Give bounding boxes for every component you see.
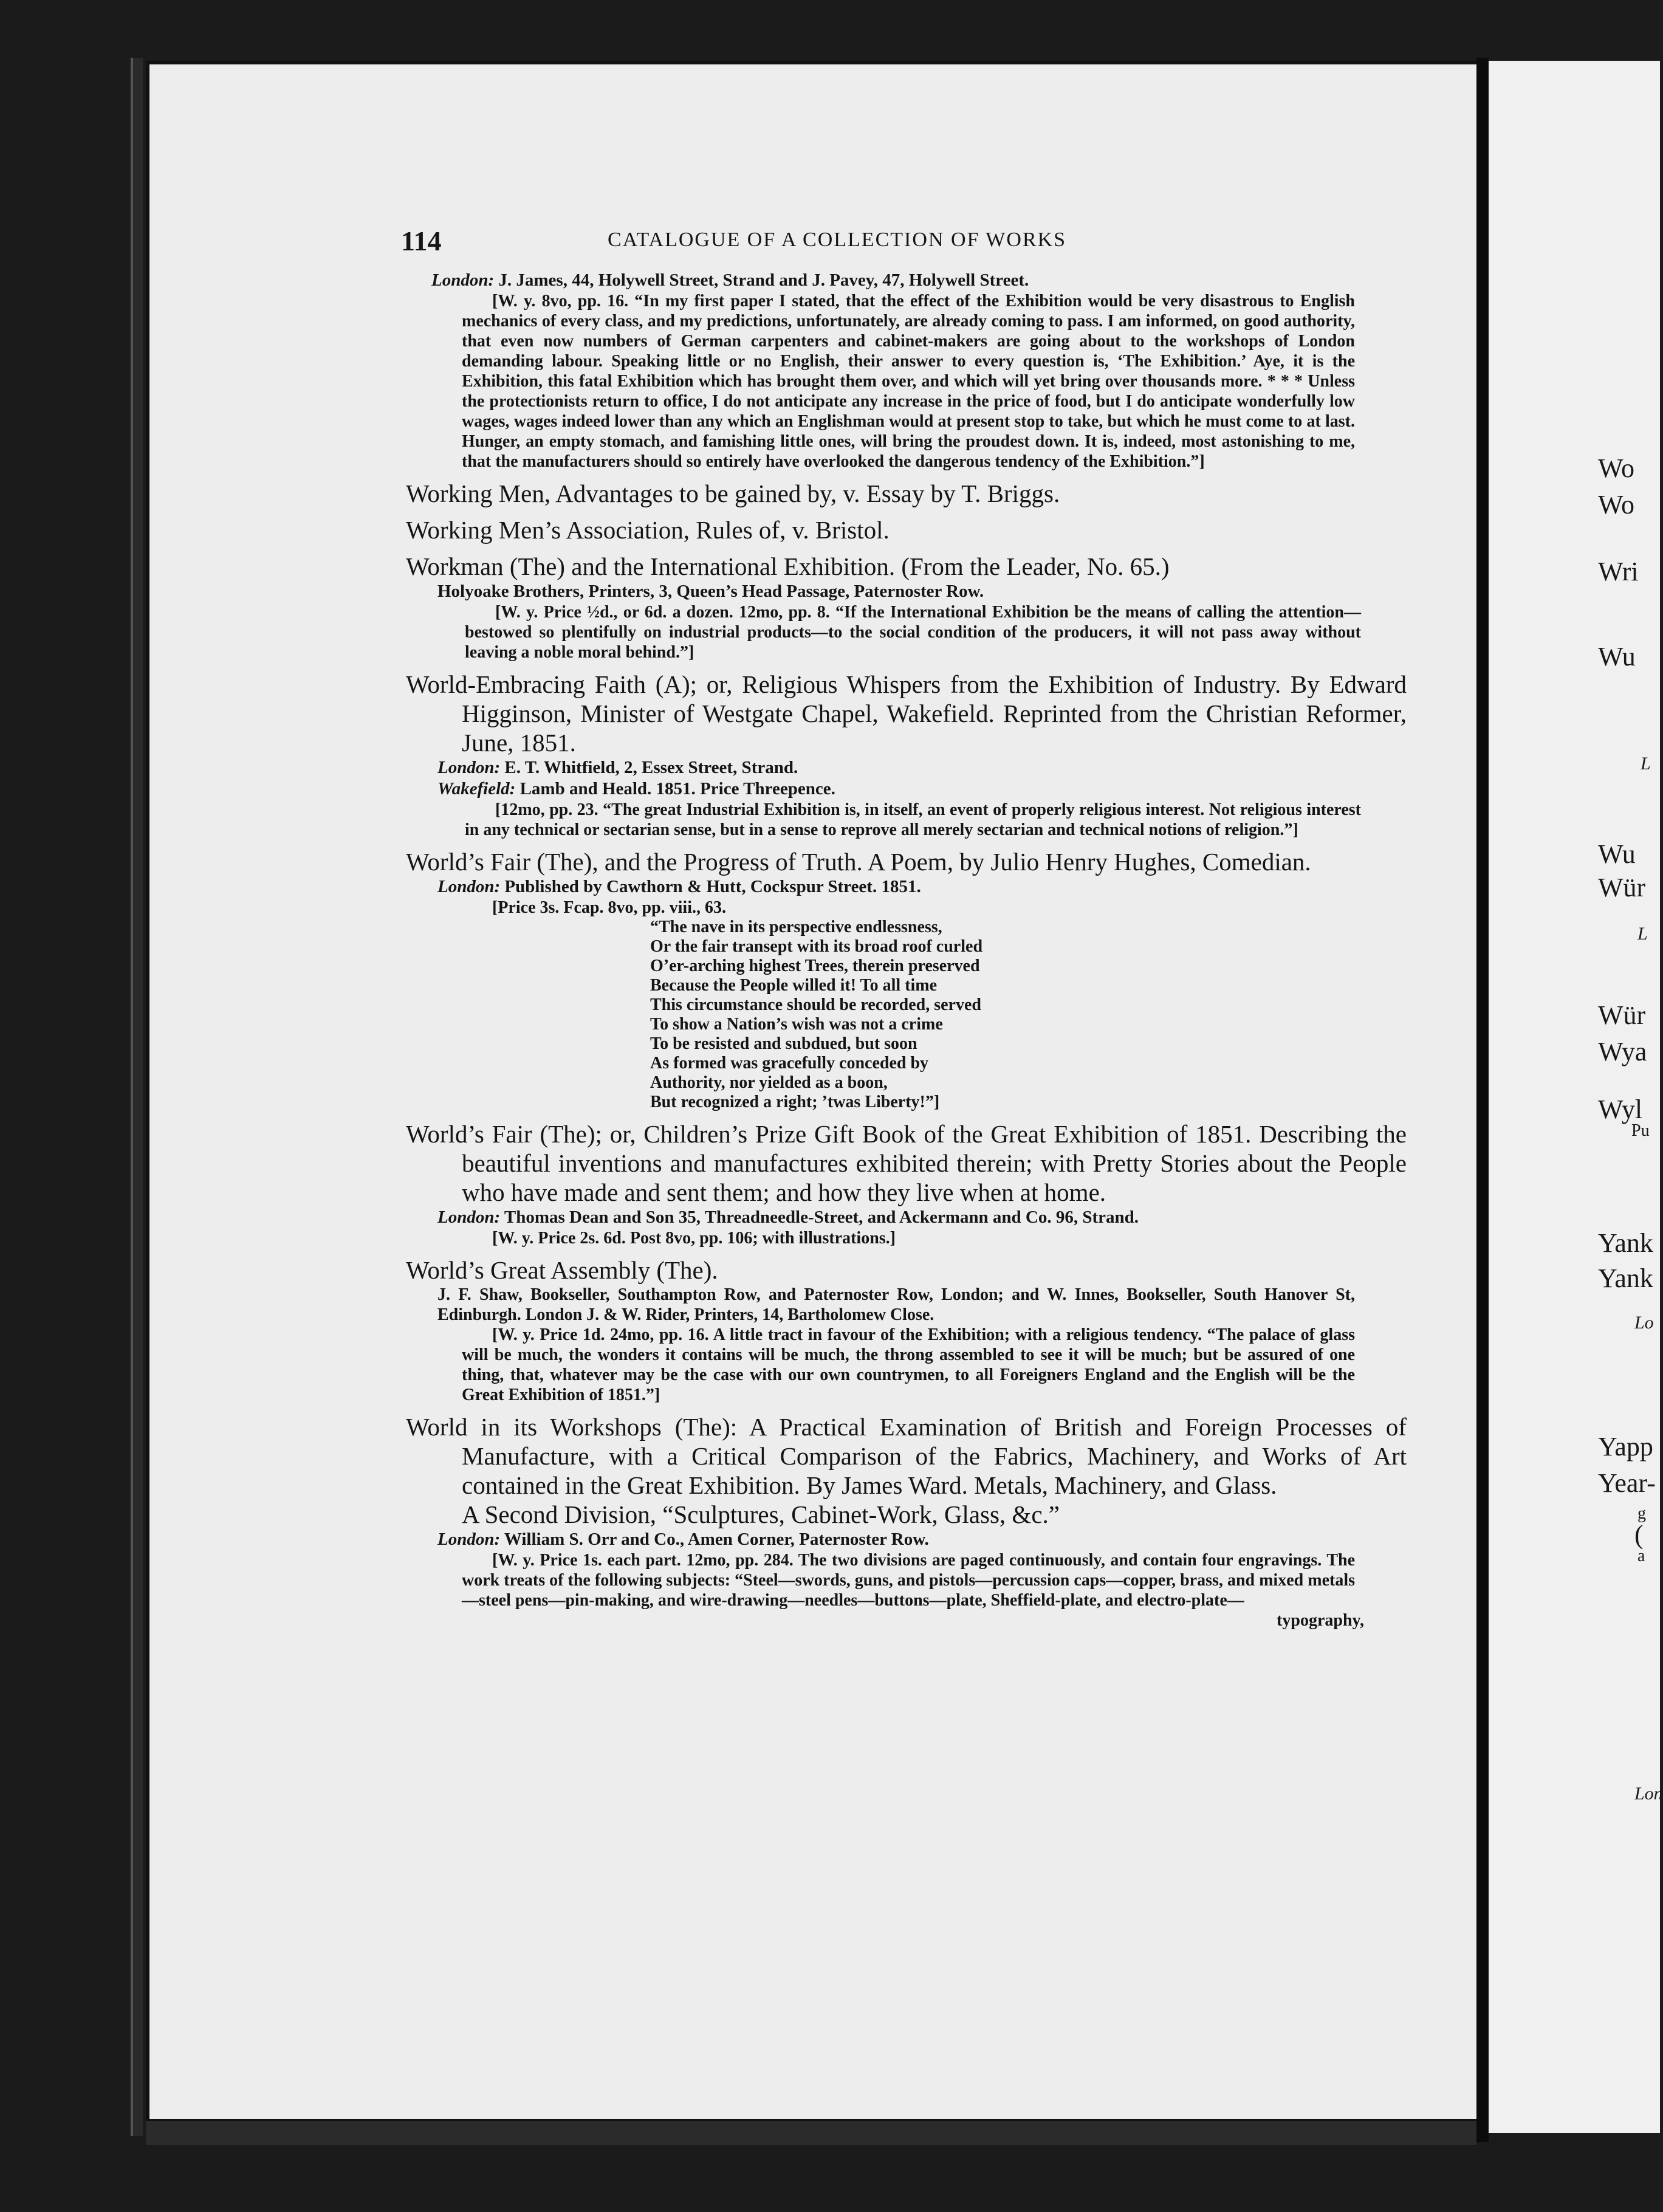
- facing-page-fragment: Yank: [1598, 1228, 1653, 1258]
- facing-page-fragment: Yank: [1598, 1263, 1653, 1293]
- entry-note: [W. y. Price 1s. each part. 12mo, pp. 284. The two divisions are paged continuously, and contain four engravings. The work treats of the following subjects: “Steel—swords, guns, and pistols—percussion caps—copper, brass, and mixed metals—steel pens—pin-making, and wire-drawing—needles—buttons—plate, Sheffield-plate, and electro-plate—: [462, 1551, 1355, 1610]
- publisher-line: Holyoake Brothers, Printers, 3, Queen’s Head Passage, Paternoster Row.: [437, 582, 984, 601]
- entry-note: [Price 3s. Fcap. 8vo, pp. viii., 63.: [492, 898, 726, 917]
- catalogue-entry: Working Men’s Association, Rules of, v. Bristol.: [406, 516, 890, 544]
- facing-page-fragment: Lon: [1634, 1784, 1663, 1804]
- page-shadow: [146, 2121, 1476, 2145]
- facing-page-fragment: Lo: [1634, 1313, 1654, 1333]
- facing-page: [1489, 61, 1663, 2133]
- catalogue-entry: World’s Great Assembly (The).: [406, 1256, 718, 1284]
- book-gutter: [1476, 58, 1489, 2142]
- facing-page-fragment: Pu: [1631, 1121, 1650, 1140]
- entry-note: [W. y. 8vo, pp. 16. “In my first paper I stated, that the effect of the Exhibition would be very disastrous to English mechanics of every class, and my predictions, unfortunately, are already coming to pass. I am informed, on good authority, that even now numbers of German carpenters and cabinet-makers are going about to the workshops of London demanding labour. Speaking little or no English, their answer to every question is, ‘The Exhibition.’ Aye, it is the Exhibition, this fatal Exhibition which has brought them over, and which will yet bring over thousands more. * * * Unless the protectionists return to office, I do not anticipate any increase in the price of food, but I do anticipate wonderfully low wages, wages indeed lower than any which an Englishman would at present stop to take, but which he must come to at last. Hunger, an empty stomach, and famishing little ones, will bring the proudest down. It is, indeed, most astonishing to me, that the manufacturers should so entirely have overlooked the dangerous tendency of the Exhibition.”]: [462, 292, 1355, 471]
- facing-page-fragment: Yapp: [1598, 1432, 1653, 1461]
- book-binding-edge: [131, 58, 143, 2136]
- facing-page-fragment: (: [1634, 1520, 1644, 1550]
- publisher-line: London: Published by Cawthorn & Hutt, Cockspur Street. 1851.: [437, 877, 921, 896]
- catchword: typography,: [1277, 1611, 1364, 1630]
- catalogue-entry: World’s Fair (The); or, Children’s Prize Gift Book of the Great Exhibition of 1851. Describing the beautiful inventions and manufactures exhibited therein; with Pretty Stories about the People who have made and sent them; and how they live when at home.: [406, 1120, 1407, 1206]
- facing-page-fragment: Wu: [1598, 642, 1636, 672]
- entry-note: [W. y. Price 1d. 24mo, pp. 16. A little tract in favour of the Exhibition; with a religious tendency. “The palace of glass will be much, the wonders it contains will be much, the throng assembled to see it will be much; but be assured of one thing, that, whatever may be the case with our own countrymen, to all Foreigners England and the English will be the Great Exhibition of 1851.”]: [462, 1325, 1355, 1404]
- facing-page-fragment: L: [1637, 924, 1648, 944]
- publisher-line: London: J. James, 44, Holywell Street, Strand and J. Pavey, 47, Holywell Street.: [431, 270, 1029, 290]
- facing-page-fragment: Wu: [1598, 839, 1636, 869]
- entry-note: [W. y. Price ½d., or 6d. a dozen. 12mo, pp. 8. “If the International Exhibition be the means of calling the attention—bestowed so plentifully on industrial products—to the social condition of the producers, it will not pass away without leaving a noble moral behind.”]: [465, 603, 1361, 662]
- catalogue-entry: World in its Workshops (The): A Practical Examination of British and Foreign Processes of Manufacture, with a Critical Comparison of the Fabrics, Machinery, and Works of Art contained in the Great Exhibition. By James Ward. Metals, Machinery, and Glass.: [406, 1413, 1407, 1499]
- publisher-line: London: E. T. Whitfield, 2, Essex Street, Strand.: [437, 758, 798, 777]
- facing-page-fragment: g: [1637, 1504, 1646, 1523]
- catalogue-entry: World-Embracing Faith (A); or, Religious Whispers from the Exhibition of Industry. By Edward Higginson, Minister of Westgate Chapel, Wakefield. Reprinted from the Christian Reformer, June, 1851.: [406, 670, 1407, 757]
- facing-page-fragment: Wo: [1598, 453, 1635, 483]
- catalogue-entry: World’s Fair (The), and the Progress of Truth. A Poem, by Julio Henry Hughes, Comedian.: [406, 848, 1311, 876]
- publisher-line: London: William S. Orr and Co., Amen Corner, Paternoster Row.: [437, 1530, 929, 1549]
- publisher-line: J. F. Shaw, Bookseller, Southampton Row, and Paternoster Row, London; and W. Innes, Bookseller, South Hanover St, Edinburgh. London J. & W. Rider, Printers, 14, Bartholomew Close.: [437, 1285, 1355, 1324]
- entry-note: [12mo, pp. 23. “The great Industrial Exhibition is, in itself, an event of properly religious interest. Not religious interest in any technical or sectarian sense, but in a sense to reprove all merely sectarian and technical notions of religion.”]: [465, 800, 1361, 839]
- poem-excerpt: “The nave in its perspective endlessness, Or the fair transept with its broad roof curled O’er-arching highest Trees, therein preserved Because the People willed it! To all time This circumstance should be recorded, served To show a Nation’s wish was not a crime To be resisted and subdued, but soon As formed was gracefully conceded by Authority, nor yielded as a boon, But recognized a right; ’twas Liberty!”]: [650, 918, 983, 1111]
- facing-page-fragment: Wür: [1598, 873, 1646, 902]
- facing-page-fragment: Wri: [1598, 557, 1639, 586]
- page-header: [255, 225, 1349, 261]
- page-number: 114: [401, 225, 442, 256]
- facing-page-fragment: Wür: [1598, 1000, 1646, 1030]
- catalogue-entry: Workman (The) and the International Exhibition. (From the Leader, No. 65.): [406, 552, 1170, 580]
- facing-page-fragment: L: [1641, 754, 1651, 774]
- facing-page-fragment: Year-: [1598, 1468, 1656, 1498]
- facing-page-fragment: Wya: [1598, 1037, 1647, 1066]
- facing-page-fragment: Wyl: [1598, 1094, 1643, 1124]
- entry-note: [W. y. Price 2s. 6d. Post 8vo, pp. 106; with illustrations.]: [492, 1229, 896, 1248]
- facing-page-fragment: a: [1637, 1547, 1645, 1565]
- running-head: CATALOGUE OF A COLLECTION OF WORKS: [608, 228, 1067, 251]
- publisher-line: London: Thomas Dean and Son 35, Threadneedle-Street, and Ackermann and Co. 96, Strand.: [437, 1207, 1139, 1227]
- page-content: [255, 225, 1407, 1630]
- facing-page-fragment: Wo: [1598, 490, 1635, 520]
- catalogue-entry: Working Men, Advantages to be gained by, v. Essay by T. Briggs.: [406, 479, 1060, 507]
- publisher-line: Wakefield: Lamb and Heald. 1851. Price Threepence.: [437, 779, 835, 799]
- catalogue-sub-entry: A Second Division, “Sculptures, Cabinet-Work, Glass, &c.”: [462, 1500, 1060, 1528]
